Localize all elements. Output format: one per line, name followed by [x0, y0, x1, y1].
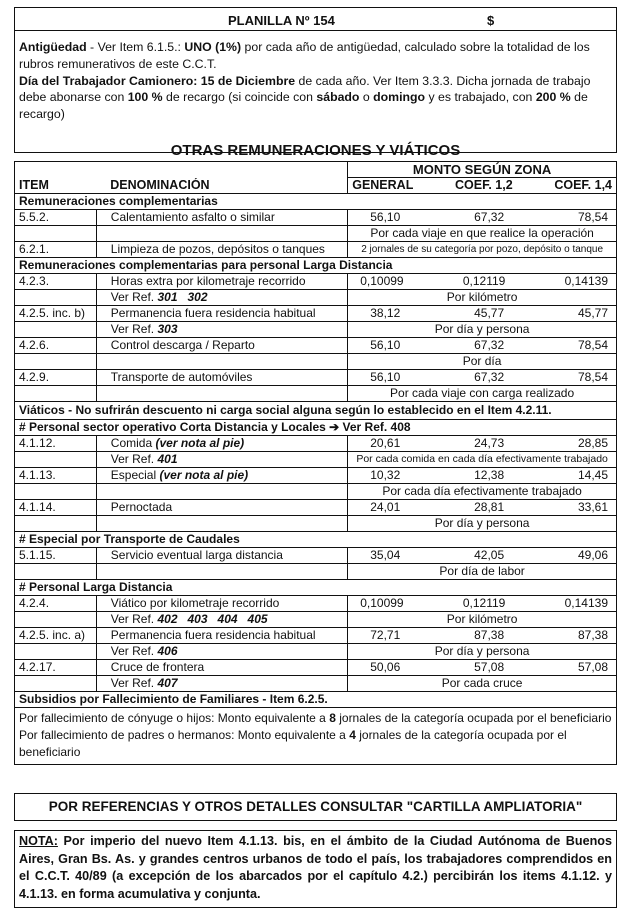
row-note: Por cada comida en cada día efectivamente trabajado	[348, 452, 617, 468]
nota-box	[14, 830, 617, 908]
table-row	[15, 306, 617, 322]
ref-numbers: 303	[157, 322, 178, 336]
row-name: Servicio eventual larga distancia	[96, 548, 347, 564]
row-values	[348, 338, 617, 354]
table-row	[15, 242, 617, 258]
row-name-empty	[96, 386, 347, 402]
row-values	[348, 628, 617, 644]
section-row	[15, 692, 617, 708]
table-row	[15, 210, 617, 226]
value-coef14: 78,54	[577, 370, 608, 384]
section-transporte-caudales: # Especial por Transporte de Caudales	[15, 532, 617, 548]
row-name-empty	[96, 484, 347, 500]
value-general: 56,10	[370, 338, 401, 352]
row-note: Por día y persona	[348, 322, 617, 338]
value-coef12: 0,12119	[462, 274, 506, 288]
value-coef14: 14,45	[577, 468, 608, 482]
header-box	[14, 7, 617, 153]
section-row	[15, 420, 617, 436]
table-row	[15, 226, 617, 242]
table-row	[15, 564, 617, 580]
dia-text-4: y es trabajado, con	[425, 90, 536, 105]
section-remuneraciones-complementarias: Remuneraciones complementarias	[15, 194, 617, 210]
row-name: Cruce de frontera	[96, 660, 347, 676]
sub1-a: Por fallecimiento de cónyuge o hijos: Monto equivalente a	[19, 711, 330, 725]
value-coef14: 45,77	[577, 306, 608, 320]
row-note: 2 jornales de su categoría por pozo, depósito o tanque	[348, 242, 617, 258]
row-note: Por día y persona	[348, 516, 617, 532]
ref-numbers: 402 403 404 405	[157, 612, 268, 626]
header-empty-1	[15, 162, 97, 178]
row-name: Calentamiento asfalto o similar	[96, 210, 347, 226]
value-general: 38,12	[370, 306, 401, 320]
table-row	[15, 322, 617, 338]
section-corta-distancia: # Personal sector operativo Corta Distancia y Locales ➔ Ver Ref. 408	[15, 420, 617, 436]
row-note: Por día	[348, 354, 617, 370]
value-general: 10,32	[370, 468, 401, 482]
table-row	[15, 436, 617, 452]
row-name: Permanencia fuera residencia habitual	[96, 628, 347, 644]
dia-text-5: de recargo)	[19, 90, 588, 122]
table-row	[15, 386, 617, 402]
value-coef14: 33,61	[577, 500, 608, 514]
row-note: Por cada cruce	[348, 676, 617, 692]
antiguedad-text-1: - Ver Item 6.1.5.:	[86, 40, 185, 54]
col-item-header: ITEM	[15, 178, 97, 194]
row-values	[348, 274, 617, 290]
sub2-c: jornales de la categoría ocupada por el beneficiario	[19, 728, 567, 759]
row-item: 4.2.6.	[15, 338, 97, 354]
row-item-empty	[15, 322, 97, 338]
value-general: 50,06	[370, 660, 401, 674]
remuneraciones-table	[14, 161, 617, 765]
row-ref	[96, 644, 347, 660]
row-item: 4.1.13.	[15, 468, 97, 484]
row-item-empty	[15, 452, 97, 468]
section-row	[15, 580, 617, 596]
row-name: Viático por kilometraje recorrido	[96, 596, 347, 612]
value-coef14: 57,08	[577, 660, 608, 674]
value-coef12: 67,32	[474, 370, 505, 384]
dia-bold-4: 200 %	[535, 90, 571, 105]
row-name	[96, 436, 347, 452]
table-row	[15, 274, 617, 290]
value-general: 35,04	[370, 548, 401, 562]
ref-numbers: 301 302	[157, 290, 208, 304]
row-item: 4.2.5. inc. a)	[15, 628, 97, 644]
header-empty-2	[96, 162, 347, 178]
row-name: Limpieza de pozos, depósitos o tanques	[96, 242, 347, 258]
row-item-empty	[15, 386, 97, 402]
sub2-a: Por fallecimiento de padres o hermanos: Monto equivalente a	[19, 728, 350, 742]
value-coef12: 12,38	[474, 468, 505, 482]
row-item-empty	[15, 676, 97, 692]
row-name: Control descarga / Reparto	[96, 338, 347, 354]
ref-numbers: 407	[157, 676, 178, 690]
table-row	[15, 676, 617, 692]
table-row	[15, 468, 617, 484]
table-row	[15, 290, 617, 306]
ref-prefix: Ver Ref.	[110, 322, 155, 336]
table-row	[15, 354, 617, 370]
row-note: Por cada viaje con carga realizado	[348, 386, 617, 402]
value-coef12: 57,08	[474, 660, 505, 674]
col-denominacion-header: DENOMINACIÓN	[96, 178, 347, 194]
row-item: 4.2.4.	[15, 596, 97, 612]
sub1-c: jornales de la categoría ocupada por el beneficiario	[335, 711, 612, 725]
row-ref	[96, 322, 347, 338]
row-values	[348, 370, 617, 386]
row-item-empty	[15, 484, 97, 500]
value-coef12: 67,32	[474, 210, 505, 224]
row-item: 4.1.12.	[15, 436, 97, 452]
row-item-empty	[15, 612, 97, 628]
header-row-2	[15, 178, 617, 194]
sub2-b: 4	[349, 728, 356, 742]
header-row-1	[15, 162, 617, 178]
row-values	[348, 468, 617, 484]
value-general: 20,61	[370, 436, 401, 450]
row-item: 6.2.1.	[15, 242, 97, 258]
row-item-empty	[15, 226, 97, 242]
row-values	[348, 660, 617, 676]
row-name: Pernoctada	[96, 500, 347, 516]
value-general: 72,71	[370, 628, 401, 642]
ref-numbers: 401	[157, 452, 178, 466]
value-general: 24,01	[370, 500, 401, 514]
nota-label: NOTA:	[19, 834, 58, 848]
section-subsidios: Subsidios por Fallecimiento de Familiares - Item 6.2.5.	[15, 692, 617, 708]
row-item: 5.1.15.	[15, 548, 97, 564]
value-coef14: 78,54	[577, 338, 608, 352]
value-coef12: 28,81	[474, 500, 505, 514]
subsidio-text	[15, 708, 617, 765]
row-name-empty	[96, 516, 347, 532]
antiguedad-paragraph	[19, 39, 612, 73]
zone-headers	[348, 178, 617, 194]
row-name-empty	[96, 354, 347, 370]
value-coef12: 87,38	[474, 628, 505, 642]
table-row	[15, 500, 617, 516]
table-row	[15, 548, 617, 564]
value-coef12: 42,05	[474, 548, 505, 562]
value-coef14: 0,14139	[564, 596, 608, 610]
row-ref	[96, 452, 347, 468]
dia-label: Día del Trabajador Camionero: 15 de Diciembre	[19, 73, 296, 88]
referencias-box: POR REFERENCIAS Y OTROS DETALLES CONSULTAR "CARTILLA AMPLIATORIA"	[14, 793, 617, 821]
ref-prefix: Ver Ref.	[110, 290, 155, 304]
ref-prefix: Ver Ref.	[110, 452, 155, 466]
section-viaticos: Viáticos - No sufrirán descuento ni carga social alguna según lo establecido en el Item 4.2.11.	[15, 402, 617, 420]
row-values	[348, 436, 617, 452]
value-coef14: 0,14139	[564, 274, 608, 288]
row-values	[348, 210, 617, 226]
table-row	[15, 452, 617, 468]
value-coef12: 24,73	[474, 436, 505, 450]
row-name-empty	[96, 226, 347, 242]
subsidio-conyuge	[19, 710, 612, 727]
row-name-empty	[96, 564, 347, 580]
row-ref	[96, 612, 347, 628]
row-ref	[96, 290, 347, 306]
row-name-note: (ver nota al pie)	[159, 468, 249, 482]
value-coef14: 28,85	[577, 436, 608, 450]
section-row	[15, 532, 617, 548]
table-row	[15, 596, 617, 612]
antiguedad-label: Antigüedad	[19, 40, 87, 54]
row-item: 4.2.17.	[15, 660, 97, 676]
row-name: Horas extra por kilometraje recorrido	[96, 274, 347, 290]
row-item: 4.2.5. inc. b)	[15, 306, 97, 322]
row-item-empty	[15, 644, 97, 660]
table-row	[15, 484, 617, 500]
planilla-title: PLANILLA Nº 154	[228, 13, 335, 28]
row-note: Por kilómetro	[348, 612, 617, 628]
row-item-empty	[15, 516, 97, 532]
row-name	[96, 468, 347, 484]
value-coef14: 49,06	[577, 548, 608, 562]
dia-camionero-paragraph	[19, 73, 612, 123]
row-note: Por cada viaje en que realice la operación	[348, 226, 617, 242]
table-row	[15, 660, 617, 676]
value-general: 56,10	[370, 210, 401, 224]
antiguedad-bold: UNO (1%)	[184, 40, 242, 54]
col-coef12-header: COEF. 1,2	[455, 178, 513, 192]
table-row	[15, 628, 617, 644]
section-personal-larga-distancia: # Personal Larga Distancia	[15, 580, 617, 596]
section-row	[15, 194, 617, 210]
value-coef14: 78,54	[577, 210, 608, 224]
nota-text: Por imperio del nuevo Item 4.1.13. bis, en el ámbito de la Ciudad Autónoma de Buenos Aires, Gran Bs. As. y grandes centros urbanos de todo el país, los trabajadores comprendidos en el C.C.T. 40/89 (a excepción de los abarcados por el capítulo 4.2.) percibirán los items 4.1.12. y 4.1.13. en forma acumulativa y conjunta.	[19, 834, 612, 901]
table-row	[15, 338, 617, 354]
row-note: Por kilómetro	[348, 290, 617, 306]
dia-text-3: o	[359, 90, 374, 105]
antiguedad-text-2: por cada año de antigüedad, calculado sobre la totalidad de los rubros remunerativos de este C.C.T.	[19, 40, 590, 71]
row-ref	[96, 676, 347, 692]
section-title: OTRAS REMUNERACIONES Y VIÁTICOS	[170, 142, 461, 159]
sub1-b: 8	[329, 711, 336, 725]
section-row	[15, 258, 617, 274]
value-coef12: 67,32	[474, 338, 505, 352]
subsidio-padres	[19, 727, 612, 761]
value-coef12: 45,77	[474, 306, 505, 320]
monto-header: MONTO SEGÚN ZONA	[348, 162, 617, 178]
table-row	[15, 644, 617, 660]
row-item: 5.5.2.	[15, 210, 97, 226]
row-name-text: Especial	[110, 468, 157, 482]
table-row	[15, 612, 617, 628]
subsidio-row	[15, 708, 617, 765]
table-row	[15, 516, 617, 532]
row-item-empty	[15, 564, 97, 580]
row-note: Por día de labor	[348, 564, 617, 580]
row-name-note: (ver nota al pie)	[155, 436, 245, 450]
row-item-empty	[15, 290, 97, 306]
row-values	[348, 500, 617, 516]
table-row	[15, 370, 617, 386]
value-coef14: 87,38	[577, 628, 608, 642]
currency-symbol: $	[487, 13, 495, 28]
row-item-empty	[15, 354, 97, 370]
dia-bold-1: 100 %	[127, 90, 163, 105]
row-item: 4.2.9.	[15, 370, 97, 386]
section-larga-distancia: Remuneraciones complementarias para personal Larga Distancia	[15, 258, 617, 274]
row-values	[348, 306, 617, 322]
row-name-text: Comida	[110, 436, 153, 450]
row-values	[348, 548, 617, 564]
dia-text-1: de cada año. Ver Item 3.3.3. Dicha jornada de trabajo debe abonarse con	[19, 73, 591, 105]
intro-text	[19, 39, 612, 123]
row-item: 4.1.14.	[15, 500, 97, 516]
row-values	[348, 596, 617, 612]
header-divider	[15, 30, 616, 31]
row-name: Permanencia fuera residencia habitual	[96, 306, 347, 322]
ref-prefix: Ver Ref.	[110, 644, 155, 658]
dia-bold-2: sábado	[316, 90, 360, 105]
value-general: 0,10099	[360, 274, 404, 288]
value-coef12: 0,12119	[462, 596, 506, 610]
value-general: 56,10	[370, 370, 401, 384]
row-note: Por día y persona	[348, 644, 617, 660]
col-coef14-header: COEF. 1,4	[554, 178, 612, 192]
dia-text-2: de recargo (si coincide con	[162, 90, 317, 105]
ref-prefix: Ver Ref.	[110, 676, 155, 690]
row-note: Por cada día efectivamente trabajado	[348, 484, 617, 500]
row-item: 4.2.3.	[15, 274, 97, 290]
col-general-header: GENERAL	[352, 178, 414, 192]
row-name: Transporte de automóviles	[96, 370, 347, 386]
value-general: 0,10099	[360, 596, 404, 610]
ref-prefix: Ver Ref.	[110, 612, 155, 626]
ref-numbers: 406	[157, 644, 178, 658]
section-row	[15, 402, 617, 420]
dia-bold-3: domingo	[373, 90, 426, 105]
